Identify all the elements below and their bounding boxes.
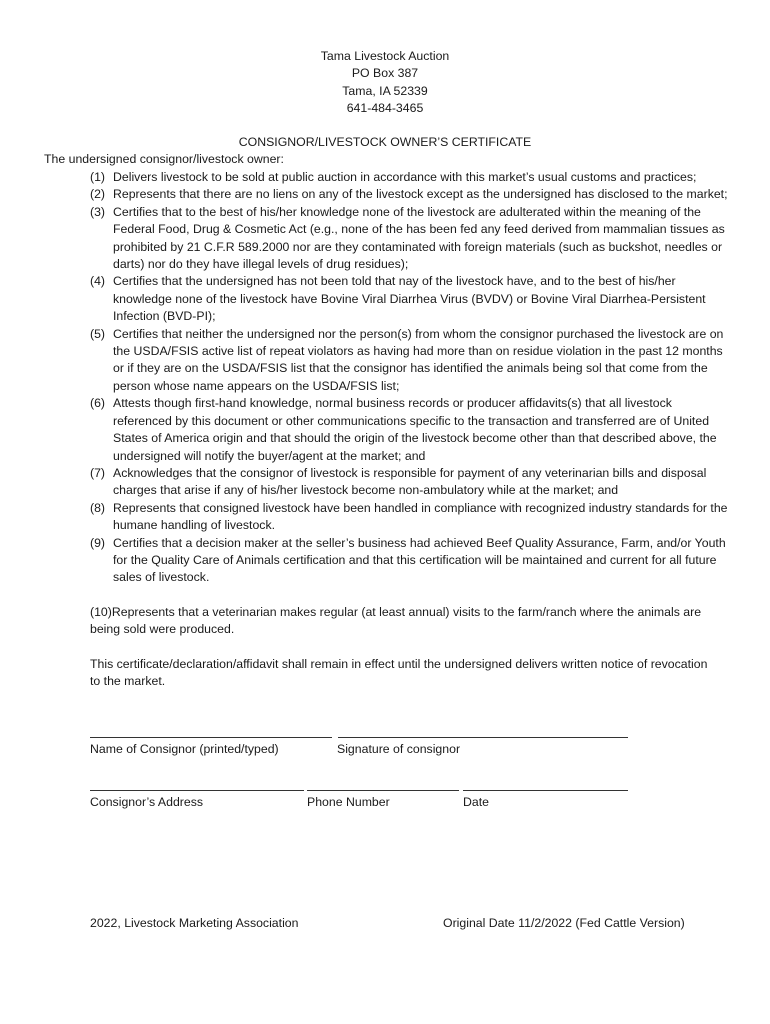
address-label: Consignor’s Address [90,795,204,809]
item-number: (9) [90,535,106,550]
item-text: Delivers livestock to be sold at public auction in accordance with this market’s usual customs and practices; [113,170,697,184]
item-number: (1) [90,170,106,184]
list-item [90,186,730,203]
item-number: (6) [90,396,106,411]
footer-original-date: Original Date 11/2/2022 (Fed Cattle Version) [443,916,685,930]
item-text: Represents that consigned livestock have been handled in compliance with recognized industry standards for the humane handling of livestock. [113,500,728,533]
list-item [90,273,730,325]
consignor-name-label: Name of Consignor (printed/typed) [90,742,279,756]
item-text: Certifies that neither the undersigned nor the person(s) from whom the consignor purchased the livestock are on the USDA/FSIS active list of repeat violators as having had more than on residue violation in the past 12 months or if they are on the USDA/FSIS list that the consignor has identified the animals being sol that come from the person whose name appears on the USDA/FSIS list; [113,326,724,393]
effect-paragraph: This certificate/declaration/affidavit shall remain in effect until the undersigned delivers written notice of revocation to the market. [90,657,708,689]
item-number: (3) [90,204,106,219]
phone-number: 641-484-3465 [346,101,424,116]
date-line[interactable] [463,790,628,791]
list-item [90,326,730,396]
item-number: (7) [90,465,106,480]
signature-line[interactable] [338,737,628,738]
list-item [90,169,730,186]
org-name: Tama Livestock Auction [320,49,450,63]
address-line[interactable] [90,790,304,791]
certification-list [90,169,730,587]
list-item [90,500,730,535]
item-text: Certifies that to the best of his/her knowledge none of the livestock are adulterated within the meaning of the Federal Food, Drug & Cosmetic Act (e.g., none of the has been fed any feed derived from mammalian tissues as prohibited by 21 C.F.R 589.2000 nor are they contaminated with foreign materials (such as buckshot, needles or darts) nor do they have illegal levels of drug residues); [113,204,725,272]
signature-label: Signature of consignor [337,742,461,756]
city-state-zip: Tama, IA 52339 [342,83,428,98]
list-item [90,465,730,500]
item-text: Attests though first-hand knowledge, normal business records or producer affidavits(s) that all livestock referenced by this document or other communications specific to the transaction and transferred are of United States of America origin and that should the origin of the livestock become other than that described above, the undersigned will notify the buyer/agent at the market; and [113,396,717,463]
item-number: (5) [90,326,106,341]
date-label: Date [463,795,489,809]
item-text: Certifies that the undersigned has not been told that nay of the livestock have, and to the best of his/her knowledge none of the livestock have Bovine Viral Diarrhea Virus (BVDV) or Bovine Viral Diarrhea-Persistent Infection (BVD-PI); [113,274,706,324]
consignor-name-line[interactable] [90,737,332,738]
item-text: Acknowledges that the consignor of livestock is responsible for payment of any veterinarian bills and disposal charges that arise if any of his/her livestock become non-ambulatory while at the market; and [113,465,707,498]
certificate-title: CONSIGNOR/LIVESTOCK OWNER’S CERTIFICATE [238,135,532,149]
item-10-text: (10)Represents that a veterinarian makes regular (at least annual) visits to the farm/ranch where the animals are being sold were produced. [90,605,702,637]
list-item [90,395,730,465]
list-item [90,535,730,587]
footer-copyright: 2022, Livestock Marketing Association [90,916,299,930]
item-number: (8) [90,500,106,515]
list-item [90,204,730,274]
item-text: Represents that there are no liens on any of the livestock except as the undersigned has disclosed to the market; [113,187,728,202]
phone-label: Phone Number [307,795,390,809]
item-number: (4) [90,274,106,289]
intro-text: The undersigned consignor/livestock owner: [44,152,284,166]
phone-line[interactable] [307,790,459,791]
letterhead [0,48,770,118]
po-box: PO Box 387 [351,66,419,81]
item-number: (2) [90,187,106,202]
item-text: Certifies that a decision maker at the seller’s business had achieved Beef Quality Assurance, Farm, and/or Youth for the Quality Care of Animals certification and that this certification will be maintained and current for all future sales of livestock. [113,535,726,585]
